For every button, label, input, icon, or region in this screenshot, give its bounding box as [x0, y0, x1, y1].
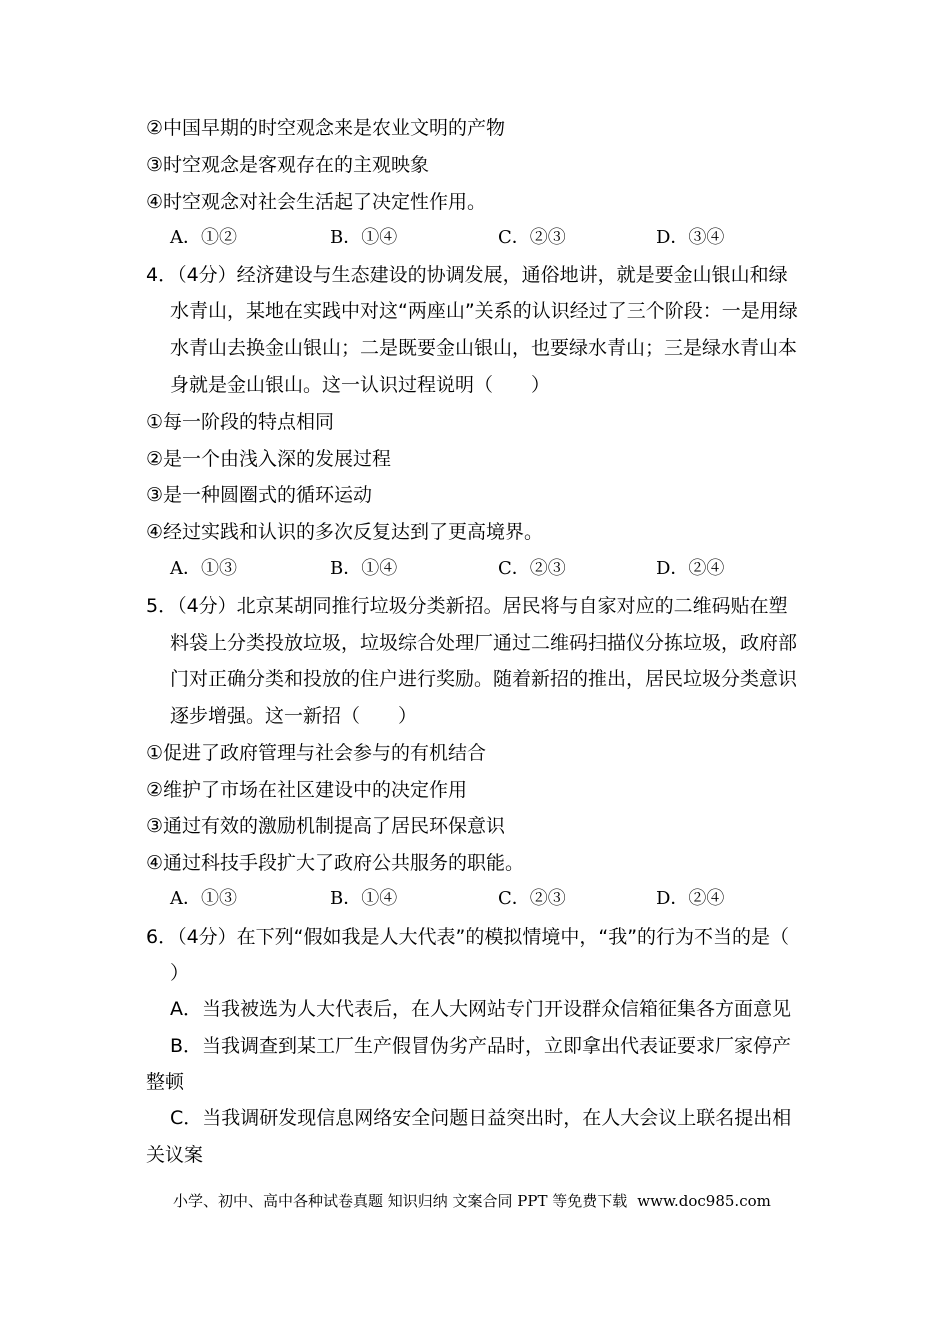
q4-item-2: ②是一个由浅入深的发展过程 [146, 448, 392, 470]
q3-option-a: A．①② [170, 227, 237, 248]
q5-item-4: ④通过科技手段扩大了政府公共服务的职能。 [146, 852, 525, 874]
q5-option-a: A．①③ [170, 888, 237, 909]
q3-item-4: ④时空观念对社会生活起了决定性作用。 [146, 191, 487, 213]
q5-stem-line: 料袋上分类投放垃圾，垃圾综合处理厂通过二维码扫描仪分拣垃圾，政府部 [170, 632, 798, 654]
q5-stem-line: 逐步增强。这一新招（ ） [170, 705, 418, 727]
q5-stem-line: 5．（4分）北京某胡同推行垃圾分类新招。居民将与自家对应的二维码贴在塑 [146, 595, 788, 617]
q6-choice-b-cont: 整顿 [146, 1071, 185, 1093]
q5-option-d: D．②④ [656, 888, 725, 909]
q4-stem-line: 水青山，某地在实践中对这“两座山”关系的认识经过了三个阶段：一是用绿 [170, 300, 798, 322]
q4-option-d: D．②④ [656, 558, 725, 579]
q6-choice-c: C．当我调研发现信息网络安全问题日益突出时，在人大会议上联名提出相 [170, 1107, 792, 1129]
q6-choice-b: B．当我调查到某工厂生产假冒伪劣产品时，立即拿出代表证要求厂家停产 [170, 1035, 792, 1057]
q5-item-1: ①促进了政府管理与社会参与的有机结合 [146, 742, 487, 764]
q3-option-d: D．③④ [656, 227, 725, 248]
q5-item-2: ②维护了市场在社区建设中的决定作用 [146, 779, 468, 801]
q5-option-c: C．②③ [498, 888, 566, 909]
q4-option-c: C．②③ [498, 558, 566, 579]
q5-item-3: ③通过有效的激励机制提高了居民环保意识 [146, 815, 506, 837]
q6-choice-a: A．当我被选为人大代表后，在人大网站专门开设群众信箱征集各方面意见 [170, 998, 791, 1020]
q4-item-1: ①每一阶段的特点相同 [146, 411, 335, 433]
q3-item-3: ③时空观念是客观存在的主观映象 [146, 154, 430, 176]
q4-stem-line: 身就是金山银山。这一认识过程说明（ ） [170, 374, 551, 396]
footer-url[interactable]: www.doc985.com [637, 1192, 771, 1210]
q4-item-4: ④经过实践和认识的多次反复达到了更高境界。 [146, 521, 544, 543]
q5-option-b: B．①④ [330, 888, 398, 909]
q4-stem-line: 水青山去换金山银山；二是既要金山银山，也要绿水青山；三是绿水青山本 [170, 337, 798, 359]
q4-option-a: A．①③ [170, 558, 237, 579]
q6-stem-line: 6．（4分）在下列“假如我是人大代表”的模拟情境中，“我”的行为不当的是（ [146, 926, 790, 948]
q3-option-b: B．①④ [330, 227, 398, 248]
q3-option-c: C．②③ [498, 227, 566, 248]
q3-item-2: ②中国早期的时空观念来是农业文明的产物 [146, 117, 506, 139]
footer-text: 小学、初中、高中各种试卷真题 知识归纳 文案合同 PPT 等免费下载 [173, 1192, 628, 1210]
q6-stem-line: ） [170, 962, 190, 984]
q4-stem-line: 4．（4分）经济建设与生态建设的协调发展，通俗地讲，就是要金山银山和绿 [146, 264, 788, 286]
q4-option-b: B．①④ [330, 558, 398, 579]
q6-choice-c-cont: 关议案 [146, 1144, 204, 1166]
q4-item-3: ③是一种圆圈式的循环运动 [146, 484, 373, 506]
page-footer [173, 1191, 771, 1211]
q5-stem-line: 门对正确分类和投放的住户进行奖励。随着新招的推出，居民垃圾分类意识 [170, 668, 798, 690]
